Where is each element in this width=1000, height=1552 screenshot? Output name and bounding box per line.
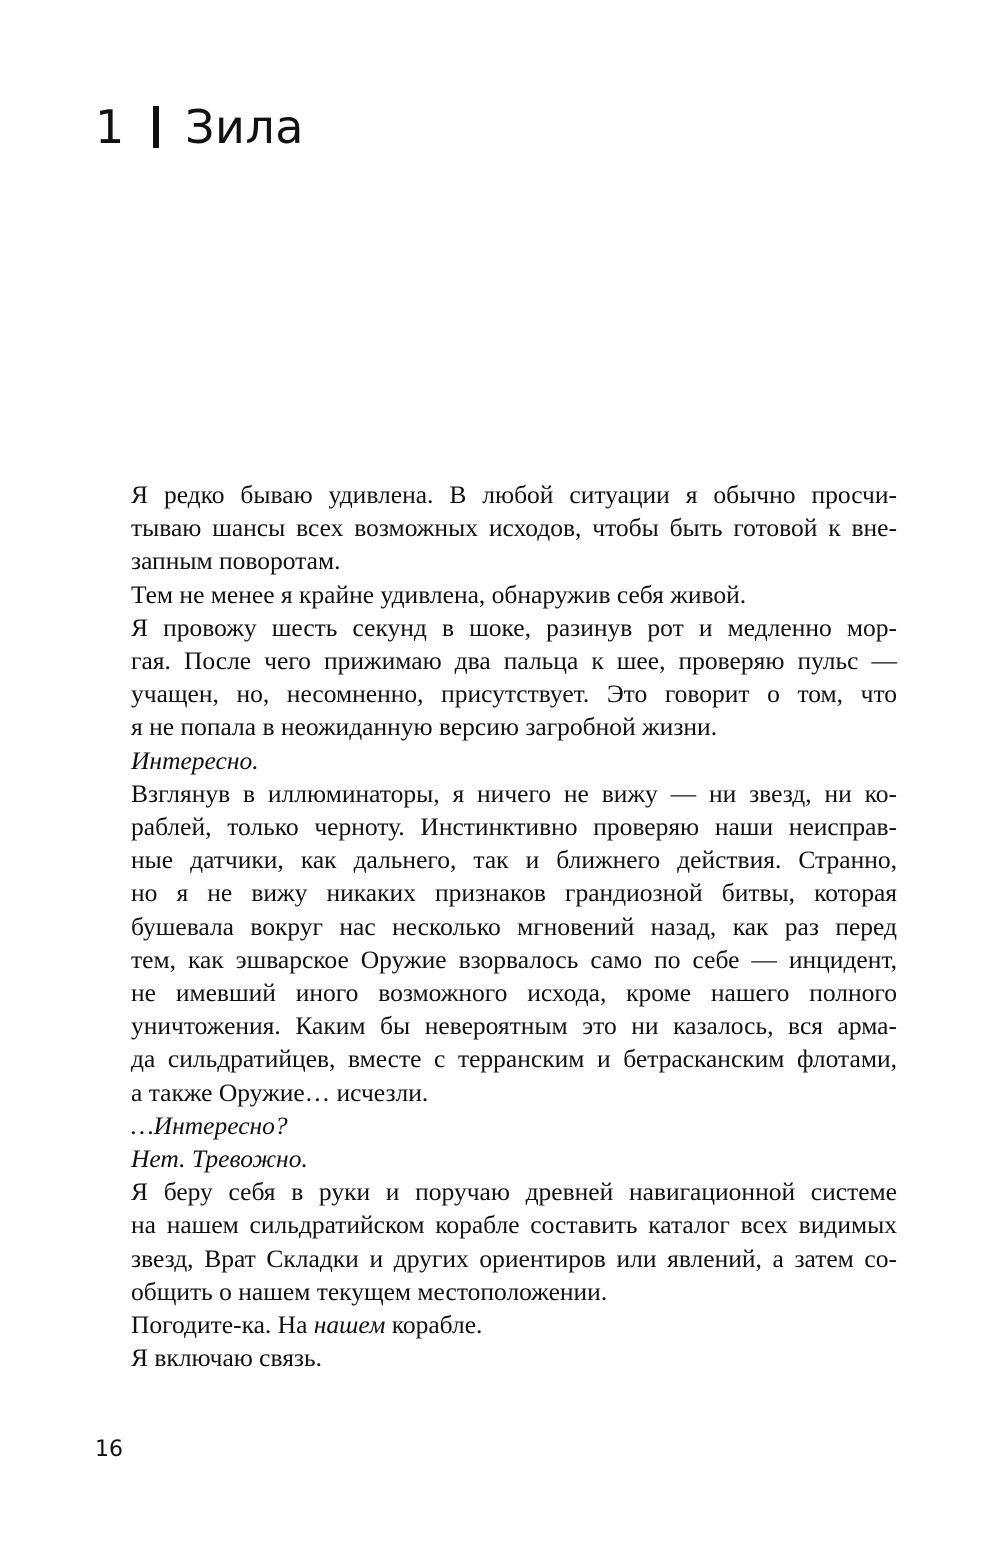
paragraph-4-italic xyxy=(95,744,897,777)
text-line: Тем не менее я крайне удивлена, обнаружив себя живой. xyxy=(131,579,747,609)
text-line: Нет. Тревожно. xyxy=(131,1144,308,1174)
text-line: на нашем сильдратийском корабле составить каталог всех видимых xyxy=(131,1210,897,1240)
text-line: раблей, только черноту. Инстинктивно проверяю наши неисправ- xyxy=(131,812,897,842)
text-line: да сильдратийцев, вместе с терранским и бетрасканским флотами, xyxy=(131,1044,897,1074)
text-line: Интересно. xyxy=(131,745,259,775)
text-line: а также Оружие… исчезли. xyxy=(131,1077,429,1107)
paragraph-2 xyxy=(95,578,897,611)
chapter-heading xyxy=(95,92,304,162)
text-line: Я беру себя в руки и поручаю древней навигационной системе xyxy=(131,1177,897,1207)
text-line: тем, как эшварское Оружие взорвалось само по себе — инцидент, xyxy=(131,944,897,974)
paragraph-8 xyxy=(95,1175,897,1308)
text-line: уничтожения. Каким бы невероятным это ни казалось, вся арма- xyxy=(131,1011,897,1041)
text-line: …Интересно? xyxy=(131,1110,288,1140)
text-line: гая. После чего прижимаю два пальца к шее, проверяю пульс — xyxy=(131,646,897,676)
text-line: не имевший иного возможного исхода, кроме нашего полного xyxy=(131,978,897,1008)
text-line: учащен, но, несомненно, присутствует. Это говорит о том, что xyxy=(131,679,897,709)
paragraph-7-italic xyxy=(95,1142,897,1175)
page-number: 16 xyxy=(95,1437,123,1462)
chapter-divider xyxy=(153,106,159,148)
text-line: Я включаю связь. xyxy=(131,1343,323,1373)
text-line: запным поворотам. xyxy=(131,546,341,576)
paragraph-5 xyxy=(95,777,897,1109)
text-run: Погодите-ка. На xyxy=(131,1310,314,1340)
text-line: но я не вижу никаких признаков грандиозной битвы, которая xyxy=(131,878,897,908)
paragraph-1 xyxy=(95,478,897,578)
text-line: я не попала в неожиданную версию загробной жизни. xyxy=(131,712,718,742)
text-line: бушевала вокруг нас несколько мгновений назад, как раз перед xyxy=(131,911,897,941)
text-line: Я редко бываю удивлена. В любой ситуации я обычно просчи- xyxy=(131,480,897,509)
body-text xyxy=(95,478,897,1374)
text-line: тываю шансы всех возможных исходов, чтобы быть готовой к вне- xyxy=(131,513,897,543)
text-line: общить о нашем текущем местоположении. xyxy=(131,1276,608,1306)
text-line: звезд, Врат Складки и других ориентиров или явлений, а затем со- xyxy=(131,1243,897,1273)
paragraph-10 xyxy=(95,1341,897,1374)
paragraph-6-italic xyxy=(95,1109,897,1142)
paragraph-9 xyxy=(95,1308,897,1341)
paragraph-3 xyxy=(95,611,897,744)
chapter-number: 1 xyxy=(95,100,125,154)
text-line: ные датчики, как дальнего, так и ближнего действия. Странно, xyxy=(131,845,897,875)
text-line: Взглянув в иллюминаторы, я ничего не вижу — ни звезд, ни ко- xyxy=(131,778,897,808)
chapter-title: Зила xyxy=(185,100,304,154)
text-run: корабле. xyxy=(385,1310,483,1340)
text-line: Я провожу шесть секунд в шоке, разинув рот и медленно мор- xyxy=(131,612,897,642)
emphasis-word: нашем xyxy=(313,1310,386,1340)
